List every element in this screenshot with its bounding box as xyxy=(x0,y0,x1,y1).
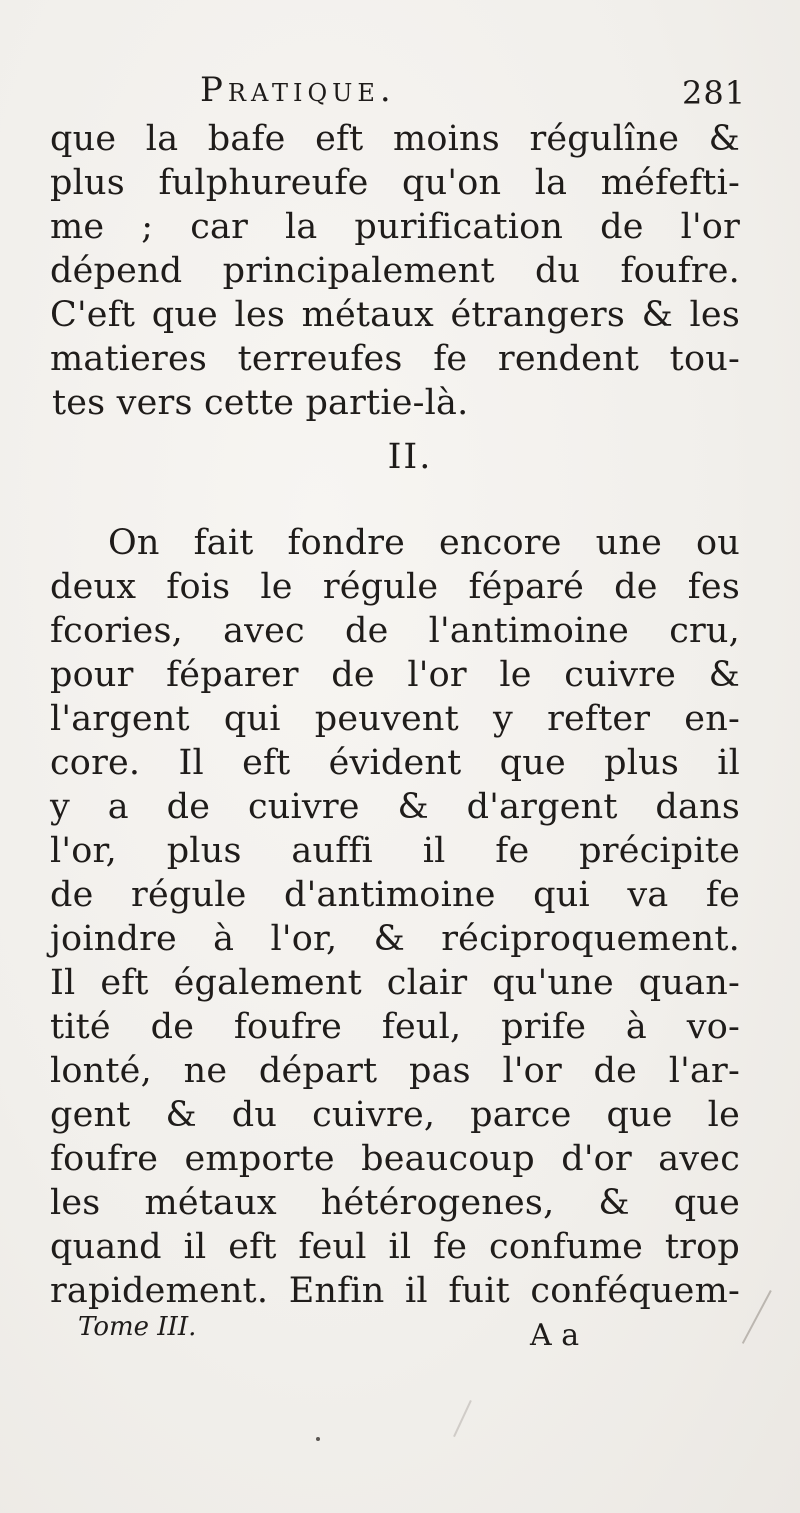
text-line: joindre à l'or, & réciproquement. xyxy=(50,919,740,959)
text-line: deux fois le régule féparé de fes xyxy=(50,567,740,607)
text-line: C'eft que les métaux étrangers & les xyxy=(50,295,740,335)
text-line: rapidement. Enfin il fuit conféquem- xyxy=(50,1271,740,1311)
paper-scratch xyxy=(742,1290,772,1344)
text-line-indent: On fait fondre encore une ou xyxy=(108,523,740,563)
text-line: l'or, plus auffi il fe précipite xyxy=(50,831,740,871)
text-line: Il eft également clair qu'une quan- xyxy=(50,963,740,1003)
text-line: de régule d'antimoine qui va fe xyxy=(50,875,740,915)
text-line: l'argent qui peuvent y refter en- xyxy=(50,699,740,739)
text-line: que la bafe eft moins régulîne & xyxy=(50,119,740,159)
text-line: les métaux hétérogenes, & que xyxy=(50,1183,740,1223)
text-line: pour féparer de l'or le cuivre & xyxy=(50,655,740,695)
text-line: y a de cuivre & d'argent dans xyxy=(50,787,740,827)
text-line: foufre emporte beaucoup d'or avec xyxy=(50,1139,740,1179)
text-line: core. Il eft évident que plus il xyxy=(50,743,740,783)
text-line: lonté, ne départ pas l'or de l'ar- xyxy=(50,1051,740,1091)
section-number: II. xyxy=(387,437,433,477)
footer-signature: A a xyxy=(530,1318,580,1353)
text-line: dépend principalement du foufre. xyxy=(50,251,740,291)
text-line: gent & du cuivre, parce que le xyxy=(50,1095,740,1135)
text-line: quand il eft feul il fe confume trop xyxy=(50,1227,740,1267)
text-line: fcories, avec de l'antimoine cru, xyxy=(50,611,740,651)
page-number: 281 xyxy=(682,74,747,112)
text-line: matieres terreufes fe rendent tou- xyxy=(50,339,740,379)
running-title: Pratique. xyxy=(200,70,396,110)
text-line-last: tes vers cette partie-là. xyxy=(52,383,469,423)
paper-scratch xyxy=(453,1400,472,1437)
text-line: me ; car la purification de l'or xyxy=(50,207,740,247)
footer-tome: Tome III. xyxy=(78,1312,197,1342)
text-line: plus fulphureufe qu'on la méfefti- xyxy=(50,163,740,203)
text-line: tité de foufre feul, prife à vo- xyxy=(50,1007,740,1047)
paper-speck xyxy=(316,1437,320,1441)
